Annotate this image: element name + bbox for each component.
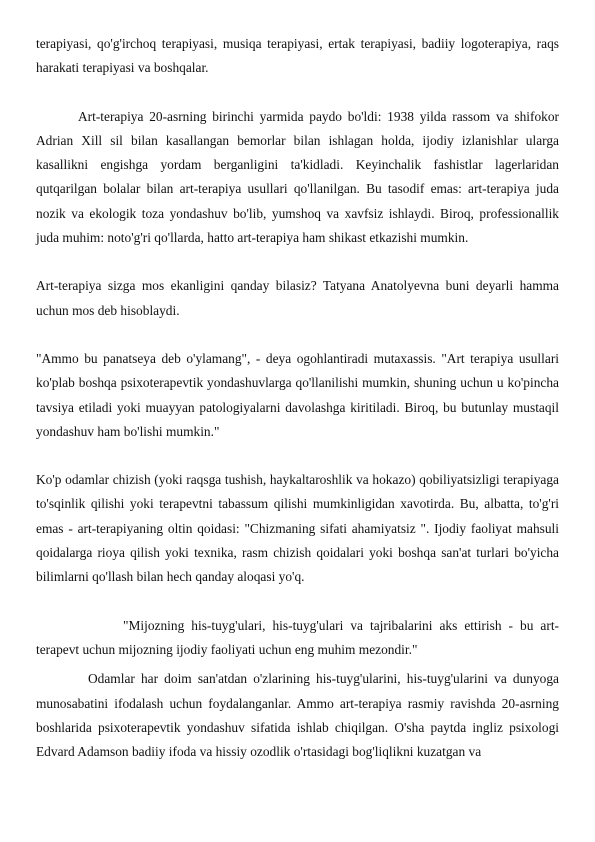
document-page [36, 32, 559, 764]
paragraph-therapy-types: terapiyasi, qo'g'irchoq terapiyasi, musiqa terapiyasi, ertak terapiyasi, badiiy logoterapiya, raqs harakati terapiyasi va boshqalar. [36, 36, 559, 76]
paragraph-history: Art-terapiya 20-asrning birinchi yarmida paydo bo'ldi: 1938 yilda rassom va shifokor Adrian Xill sil bilan kasallangan bemorlar bilan ishlagan holda, ijodiy izlanishlar ularga kasallikni engishga yordam berganligini ta'kidladi. Keyinchalik fashistlar lagerlaridan qutqarilgan bolalar bilan art-terapiya usullari qo'llanilgan. Bu tasodif emas: art-terapiya juda nozik va ekologik toza yondashuv bo'lib, yumshoq va xavfsiz ishlaydi. Biroq, professionallik juda muhim: noto'g'ri qo'llarda, hatto art-terapiya ham shikast etkazishi mumkin. [36, 108, 559, 246]
paragraph-adamson: Odamlar har doim san'atdan o'zlarining his-tuyg'ularini, his-tuyg'ularini va dunyoga munosabatini ifodalash uchun foydalanganlar. Ammo art-terapiya rasmiy ravishda 20-asrning boshlarida psixoterapevtik yondashuv sifatida ishlab chiqilgan. O'sha paytda ingliz psixologi Edvard Adamson badiiy ifoda va hissiy ozodlik o'rtasidagi bog'liqlikni kuzatgan va [36, 671, 559, 760]
paragraph-panacea-quote: "Ammo bu panatseya deb o'ylamang", - deya ogohlantiradi mutaxassis. "Art terapiya usullari ko'plab boshqa psixoterapevtik yondashuvlarga qo'llanilishi mumkin, shuning uchun u ko'pincha tavsiya etiladi yoki muayyan patologiyalarni davolashga kiritiladi. Biroq, bu butunlay mustaqil yondashuv ham bo'lishi mumkin." [36, 350, 559, 439]
paragraph-suitability: Art-terapiya sizga mos ekanligini qanday bilasiz? Tatyana Anatolyevna buni deyarli hamma uchun mos deb hisoblaydi. [36, 278, 559, 318]
paragraph-golden-rule: Ko'p odamlar chizish (yoki raqsga tushish, haykaltaroshlik va hokazo) qobiliyatsizligi terapiyaga to'sqinlik qilishi yoki terapevtni tabassum qilishi mumkinligidan xavotirda. Bu, albatta, to'g'ri emas - art-terapiyaning oltin qoidasi: "Chizmaning sifati ahamiyatsiz ". Ijodiy faoliyat mahsuli qoidalarga rioya qilish yoki texnika, rasm chizish qoidalari yoki boshqa san'at turlari bo'yicha bilimlarni qo'llash bilan hech qanday aloqasi yo'q. [36, 472, 559, 585]
paragraph-criterion-quote: "Mijozning his-tuyg'ulari, his-tuyg'ulari va tajribalarini aks ettirish - bu art-terapevt uchun mijozning ijodiy faoliyati uchun eng muhim mezondir." [36, 617, 559, 657]
